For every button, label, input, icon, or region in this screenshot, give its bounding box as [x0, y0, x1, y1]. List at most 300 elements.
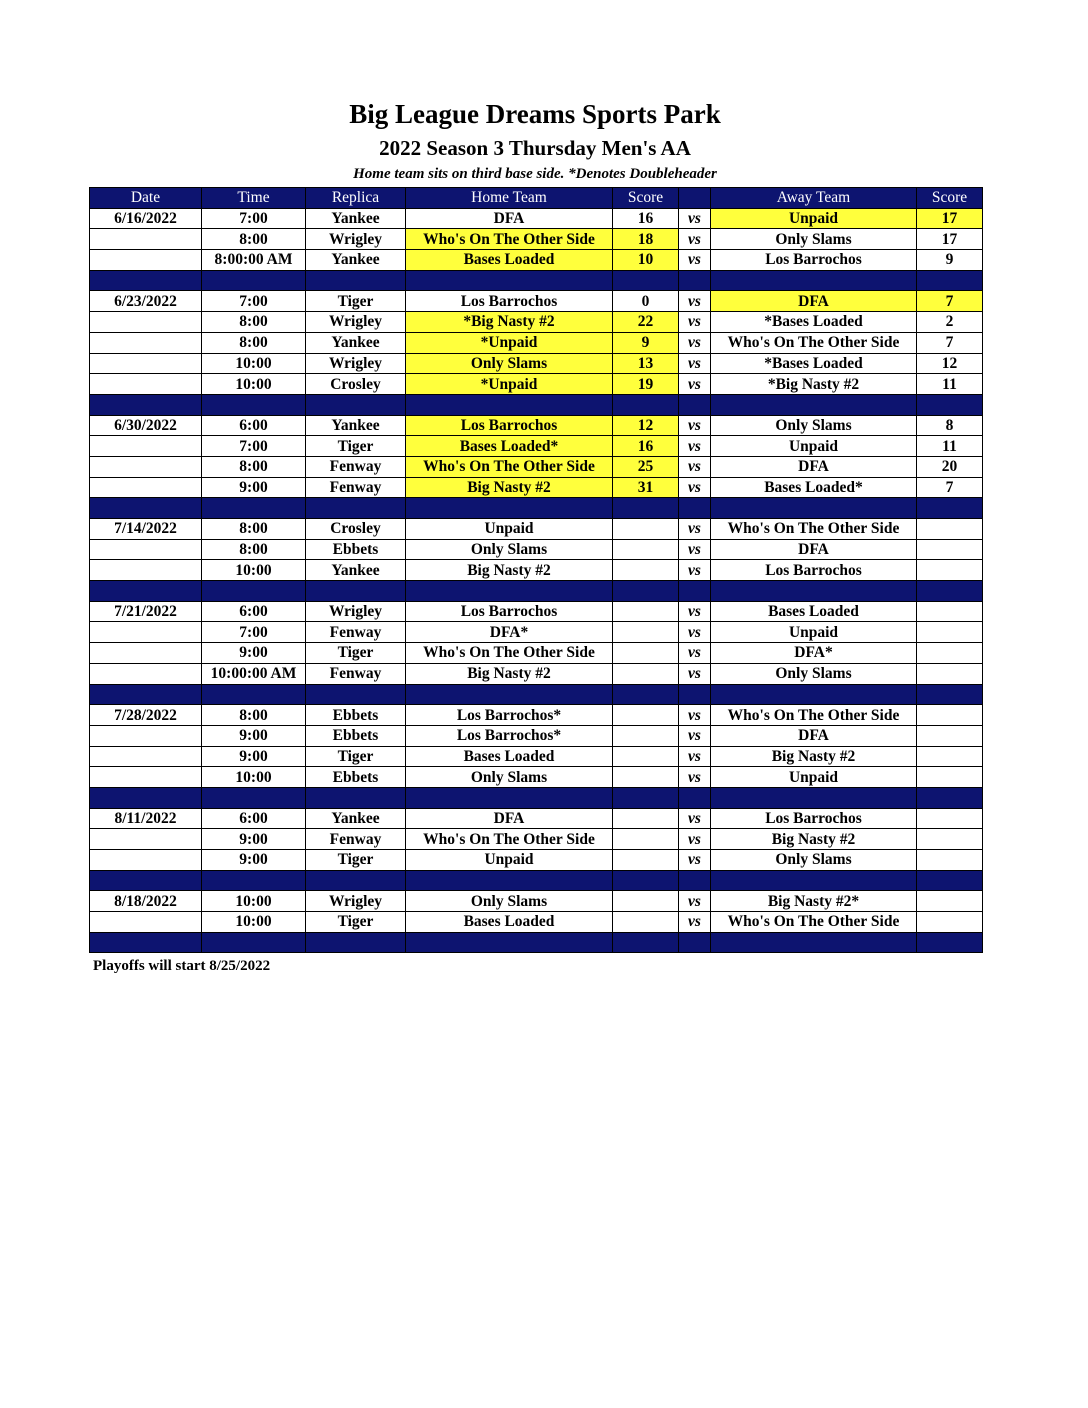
home-team-cell: Los Barrochos* [406, 705, 613, 726]
date-cell [90, 912, 202, 933]
separator-cell [613, 932, 679, 953]
time-cell: 6:00 [202, 808, 306, 829]
away-team-cell: Unpaid [711, 622, 917, 643]
away-score-cell: 7 [917, 291, 983, 312]
vs-cell: vs [679, 705, 711, 726]
away-team-cell: Unpaid [711, 436, 917, 457]
table-row [90, 456, 983, 477]
header-date: Date [90, 188, 202, 209]
time-cell: 10:00:00 AM [202, 663, 306, 684]
away-score-cell: 17 [917, 229, 983, 250]
separator-cell [917, 394, 983, 415]
separator-cell [90, 581, 202, 602]
vs-cell: vs [679, 250, 711, 271]
home-team-cell: Los Barrochos [406, 415, 613, 436]
separator-cell [711, 870, 917, 891]
separator-cell [306, 498, 406, 519]
separator-cell [306, 684, 406, 705]
date-cell [90, 332, 202, 353]
table-row [90, 539, 983, 560]
away-team-cell: Big Nasty #2 [711, 829, 917, 850]
away-score-cell: 2 [917, 312, 983, 333]
away-score-cell [917, 891, 983, 912]
away-score-cell [917, 746, 983, 767]
time-cell: 9:00 [202, 850, 306, 871]
home-team-cell: Los Barrochos [406, 291, 613, 312]
vs-cell: vs [679, 539, 711, 560]
separator-cell [711, 787, 917, 808]
away-team-cell: Unpaid [711, 208, 917, 229]
header-row [90, 188, 983, 209]
time-cell: 10:00 [202, 912, 306, 933]
date-cell [90, 229, 202, 250]
table-row [90, 663, 983, 684]
separator-cell [917, 787, 983, 808]
time-cell: 10:00 [202, 560, 306, 581]
separator-cell [202, 270, 306, 291]
time-cell: 9:00 [202, 829, 306, 850]
separator-cell [306, 394, 406, 415]
away-team-cell: Who's On The Other Side [711, 705, 917, 726]
separator-cell [90, 932, 202, 953]
away-team-cell: Only Slams [711, 663, 917, 684]
home-score-cell: 19 [613, 374, 679, 395]
away-score-cell [917, 767, 983, 788]
home-score-cell: 12 [613, 415, 679, 436]
separator-cell [90, 498, 202, 519]
time-cell: 9:00 [202, 643, 306, 664]
replica-cell: Yankee [306, 332, 406, 353]
week-separator [90, 787, 983, 808]
home-score-cell: 9 [613, 332, 679, 353]
date-cell [90, 539, 202, 560]
vs-cell: vs [679, 291, 711, 312]
home-score-cell [613, 519, 679, 540]
vs-cell: vs [679, 374, 711, 395]
date-cell: 7/21/2022 [90, 601, 202, 622]
separator-cell [711, 581, 917, 602]
replica-cell: Ebbets [306, 705, 406, 726]
home-team-cell: Only Slams [406, 891, 613, 912]
separator-cell [679, 498, 711, 519]
home-score-cell: 16 [613, 208, 679, 229]
home-score-cell: 10 [613, 250, 679, 271]
separator-cell [406, 787, 613, 808]
home-score-cell: 25 [613, 456, 679, 477]
replica-cell: Fenway [306, 456, 406, 477]
header-vs [679, 188, 711, 209]
home-team-cell: Los Barrochos* [406, 725, 613, 746]
table-row [90, 229, 983, 250]
vs-cell: vs [679, 415, 711, 436]
home-score-cell [613, 560, 679, 581]
vs-cell: vs [679, 353, 711, 374]
time-cell: 8:00 [202, 539, 306, 560]
home-score-cell [613, 850, 679, 871]
separator-cell [679, 270, 711, 291]
vs-cell: vs [679, 456, 711, 477]
home-score-cell: 31 [613, 477, 679, 498]
playoffs-note: Playoffs will start 8/25/2022 [93, 958, 271, 974]
date-cell: 7/28/2022 [90, 705, 202, 726]
home-team-cell: *Unpaid [406, 374, 613, 395]
home-score-cell [613, 725, 679, 746]
away-team-cell: Who's On The Other Side [711, 519, 917, 540]
replica-cell: Ebbets [306, 725, 406, 746]
away-score-cell [917, 601, 983, 622]
time-cell: 8:00:00 AM [202, 250, 306, 271]
home-team-cell: Who's On The Other Side [406, 456, 613, 477]
home-team-cell: Only Slams [406, 767, 613, 788]
away-score-cell [917, 622, 983, 643]
table-row [90, 436, 983, 457]
table-row [90, 374, 983, 395]
separator-cell [613, 270, 679, 291]
home-team-cell: Unpaid [406, 519, 613, 540]
table-row [90, 291, 983, 312]
week-separator [90, 684, 983, 705]
replica-cell: Tiger [306, 436, 406, 457]
replica-cell: Yankee [306, 415, 406, 436]
separator-cell [711, 932, 917, 953]
date-cell [90, 663, 202, 684]
replica-cell: Wrigley [306, 891, 406, 912]
replica-cell: Fenway [306, 663, 406, 684]
home-score-cell [613, 622, 679, 643]
away-team-cell: Unpaid [711, 767, 917, 788]
separator-cell [679, 581, 711, 602]
separator-cell [202, 498, 306, 519]
vs-cell: vs [679, 208, 711, 229]
time-cell: 10:00 [202, 891, 306, 912]
schedule-body [90, 208, 983, 953]
away-score-cell [917, 808, 983, 829]
away-score-cell: 7 [917, 332, 983, 353]
table-row [90, 312, 983, 333]
week-separator [90, 581, 983, 602]
time-cell: 7:00 [202, 622, 306, 643]
away-team-cell: Bases Loaded [711, 601, 917, 622]
time-cell: 9:00 [202, 477, 306, 498]
away-team-cell: DFA [711, 456, 917, 477]
time-cell: 8:00 [202, 456, 306, 477]
replica-cell: Yankee [306, 808, 406, 829]
away-team-cell: Los Barrochos [711, 560, 917, 581]
date-cell [90, 643, 202, 664]
time-cell: 6:00 [202, 601, 306, 622]
header-home-score: Score [613, 188, 679, 209]
separator-cell [613, 787, 679, 808]
vs-cell: vs [679, 436, 711, 457]
home-team-cell: Bases Loaded [406, 250, 613, 271]
schedule-table [89, 187, 983, 953]
time-cell: 9:00 [202, 746, 306, 767]
home-score-cell [613, 663, 679, 684]
time-cell: 10:00 [202, 374, 306, 395]
date-cell [90, 250, 202, 271]
home-score-cell [613, 539, 679, 560]
separator-cell [406, 498, 613, 519]
replica-cell: Crosley [306, 519, 406, 540]
week-separator [90, 498, 983, 519]
date-cell [90, 767, 202, 788]
away-score-cell [917, 705, 983, 726]
date-cell [90, 725, 202, 746]
table-row [90, 829, 983, 850]
away-score-cell [917, 912, 983, 933]
away-team-cell: Who's On The Other Side [711, 332, 917, 353]
replica-cell: Wrigley [306, 601, 406, 622]
vs-cell: vs [679, 560, 711, 581]
date-cell [90, 829, 202, 850]
away-team-cell: Big Nasty #2 [711, 746, 917, 767]
separator-cell [202, 787, 306, 808]
time-cell: 10:00 [202, 353, 306, 374]
separator-cell [202, 581, 306, 602]
away-team-cell: DFA* [711, 643, 917, 664]
date-cell: 6/23/2022 [90, 291, 202, 312]
separator-cell [917, 870, 983, 891]
date-cell: 7/14/2022 [90, 519, 202, 540]
separator-cell [406, 394, 613, 415]
vs-cell: vs [679, 746, 711, 767]
away-score-cell [917, 560, 983, 581]
time-cell: 6:00 [202, 415, 306, 436]
separator-cell [711, 498, 917, 519]
away-score-cell [917, 829, 983, 850]
away-team-cell: Los Barrochos [711, 250, 917, 271]
home-score-cell [613, 767, 679, 788]
vs-cell: vs [679, 601, 711, 622]
header-away-team: Away Team [711, 188, 917, 209]
separator-cell [202, 684, 306, 705]
table-row [90, 705, 983, 726]
away-team-cell: *Big Nasty #2 [711, 374, 917, 395]
home-score-cell [613, 643, 679, 664]
separator-cell [679, 394, 711, 415]
away-score-cell [917, 663, 983, 684]
table-row [90, 477, 983, 498]
header-home-team: Home Team [406, 188, 613, 209]
away-score-cell: 20 [917, 456, 983, 477]
table-row [90, 850, 983, 871]
date-cell: 6/16/2022 [90, 208, 202, 229]
separator-cell [613, 394, 679, 415]
home-team-cell: Big Nasty #2 [406, 477, 613, 498]
page-title: Big League Dreams Sports Park [349, 99, 721, 129]
separator-cell [613, 581, 679, 602]
separator-cell [679, 932, 711, 953]
separator-cell [90, 870, 202, 891]
table-row [90, 332, 983, 353]
away-score-cell [917, 643, 983, 664]
replica-cell: Ebbets [306, 767, 406, 788]
separator-cell [711, 394, 917, 415]
home-score-cell [613, 829, 679, 850]
separator-cell [406, 870, 613, 891]
date-cell [90, 622, 202, 643]
separator-cell [613, 870, 679, 891]
table-row [90, 519, 983, 540]
table-row [90, 601, 983, 622]
home-score-cell [613, 705, 679, 726]
time-cell: 8:00 [202, 705, 306, 726]
away-team-cell: Los Barrochos [711, 808, 917, 829]
away-team-cell: Only Slams [711, 229, 917, 250]
table-row [90, 808, 983, 829]
separator-cell [917, 270, 983, 291]
home-team-cell: *Big Nasty #2 [406, 312, 613, 333]
header-away-score: Score [917, 188, 983, 209]
time-cell: 8:00 [202, 312, 306, 333]
replica-cell: Tiger [306, 746, 406, 767]
separator-cell [917, 581, 983, 602]
table-row [90, 353, 983, 374]
separator-cell [613, 498, 679, 519]
date-cell: 8/18/2022 [90, 891, 202, 912]
vs-cell: vs [679, 519, 711, 540]
table-row [90, 560, 983, 581]
home-team-cell: DFA [406, 808, 613, 829]
away-score-cell: 11 [917, 436, 983, 457]
time-cell: 8:00 [202, 332, 306, 353]
table-row [90, 208, 983, 229]
away-score-cell: 12 [917, 353, 983, 374]
home-score-cell: 18 [613, 229, 679, 250]
replica-cell: Ebbets [306, 539, 406, 560]
replica-cell: Yankee [306, 208, 406, 229]
away-score-cell [917, 850, 983, 871]
table-row [90, 643, 983, 664]
separator-cell [306, 270, 406, 291]
away-score-cell [917, 539, 983, 560]
replica-cell: Tiger [306, 291, 406, 312]
away-team-cell: *Bases Loaded [711, 353, 917, 374]
separator-cell [679, 870, 711, 891]
separator-cell [406, 684, 613, 705]
home-team-cell: Big Nasty #2 [406, 560, 613, 581]
replica-cell: Wrigley [306, 353, 406, 374]
home-team-cell: DFA [406, 208, 613, 229]
table-row [90, 622, 983, 643]
away-score-cell [917, 519, 983, 540]
separator-cell [90, 684, 202, 705]
separator-cell [917, 932, 983, 953]
away-team-cell: *Bases Loaded [711, 312, 917, 333]
date-cell [90, 560, 202, 581]
away-team-cell: Big Nasty #2* [711, 891, 917, 912]
separator-cell [90, 270, 202, 291]
time-cell: 8:00 [202, 229, 306, 250]
week-separator [90, 270, 983, 291]
home-score-cell [613, 746, 679, 767]
separator-cell [613, 684, 679, 705]
header-time: Time [202, 188, 306, 209]
separator-cell [306, 787, 406, 808]
vs-cell: vs [679, 829, 711, 850]
time-cell: 7:00 [202, 291, 306, 312]
separator-cell [202, 870, 306, 891]
away-team-cell: Who's On The Other Side [711, 912, 917, 933]
home-team-cell: Bases Loaded [406, 912, 613, 933]
separator-cell [90, 787, 202, 808]
vs-cell: vs [679, 808, 711, 829]
home-team-cell: Bases Loaded* [406, 436, 613, 457]
separator-cell [917, 498, 983, 519]
separator-cell [406, 932, 613, 953]
home-team-cell: Only Slams [406, 353, 613, 374]
separator-cell [306, 870, 406, 891]
separator-cell [406, 270, 613, 291]
replica-cell: Wrigley [306, 312, 406, 333]
home-team-cell: Who's On The Other Side [406, 829, 613, 850]
vs-cell: vs [679, 767, 711, 788]
table-row [90, 746, 983, 767]
week-separator [90, 932, 983, 953]
page-subtitle: 2022 Season 3 Thursday Men's AA [379, 136, 691, 160]
date-cell [90, 374, 202, 395]
home-team-cell: Who's On The Other Side [406, 643, 613, 664]
vs-cell: vs [679, 477, 711, 498]
home-team-cell: *Unpaid [406, 332, 613, 353]
separator-cell [90, 394, 202, 415]
date-cell [90, 436, 202, 457]
replica-cell: Yankee [306, 560, 406, 581]
home-score-cell: 0 [613, 291, 679, 312]
date-cell [90, 456, 202, 477]
vs-cell: vs [679, 332, 711, 353]
time-cell: 8:00 [202, 519, 306, 540]
date-cell: 8/11/2022 [90, 808, 202, 829]
home-team-cell: Unpaid [406, 850, 613, 871]
table-row [90, 767, 983, 788]
home-score-cell [613, 808, 679, 829]
replica-cell: Crosley [306, 374, 406, 395]
week-separator [90, 394, 983, 415]
time-cell: 10:00 [202, 767, 306, 788]
date-cell [90, 353, 202, 374]
time-cell: 9:00 [202, 725, 306, 746]
replica-cell: Tiger [306, 643, 406, 664]
home-score-cell: 16 [613, 436, 679, 457]
vs-cell: vs [679, 229, 711, 250]
vs-cell: vs [679, 312, 711, 333]
separator-cell [406, 581, 613, 602]
table-row [90, 725, 983, 746]
home-team-cell: Los Barrochos [406, 601, 613, 622]
time-cell: 7:00 [202, 436, 306, 457]
date-cell [90, 746, 202, 767]
away-team-cell: DFA [711, 725, 917, 746]
separator-cell [202, 932, 306, 953]
separator-cell [711, 684, 917, 705]
time-cell: 7:00 [202, 208, 306, 229]
away-team-cell: Only Slams [711, 850, 917, 871]
home-score-cell [613, 601, 679, 622]
vs-cell: vs [679, 725, 711, 746]
away-team-cell: DFA [711, 539, 917, 560]
table-row [90, 912, 983, 933]
date-cell [90, 850, 202, 871]
vs-cell: vs [679, 622, 711, 643]
away-score-cell: 17 [917, 208, 983, 229]
home-score-cell: 22 [613, 312, 679, 333]
replica-cell: Fenway [306, 829, 406, 850]
separator-cell [917, 684, 983, 705]
table-row [90, 415, 983, 436]
replica-cell: Tiger [306, 912, 406, 933]
away-team-cell: Bases Loaded* [711, 477, 917, 498]
